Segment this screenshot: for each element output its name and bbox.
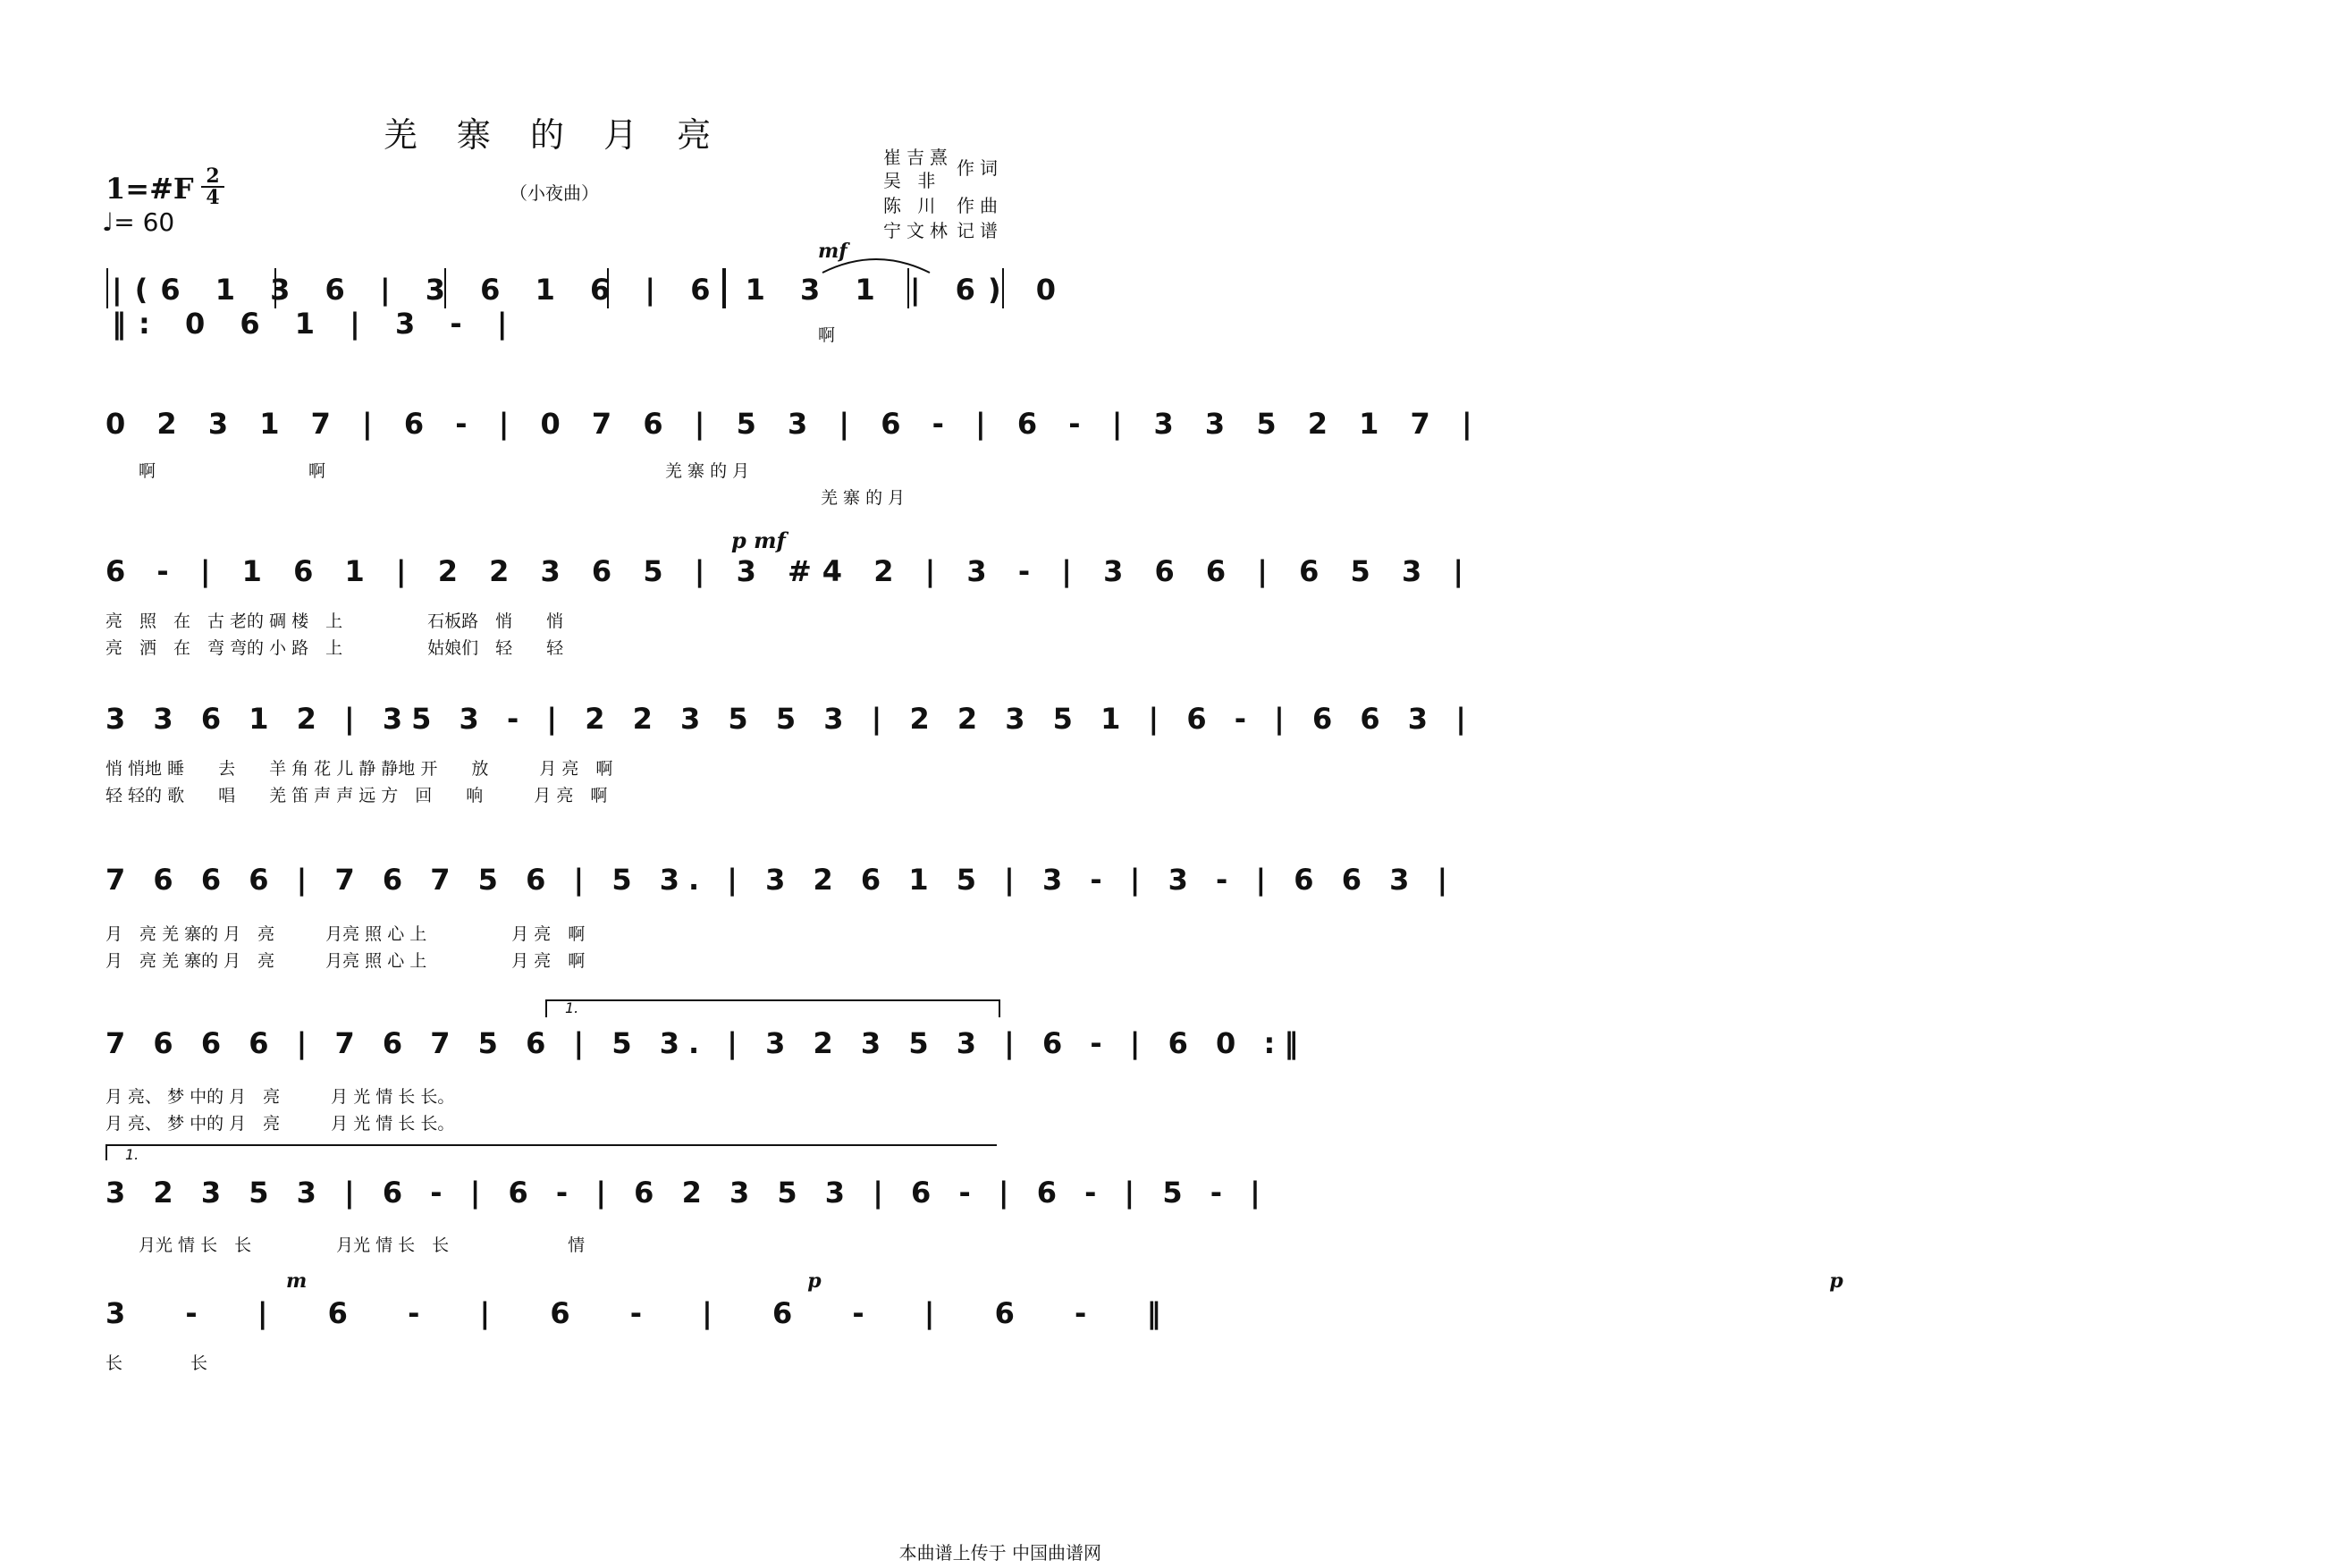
lyrics-line-5b: 月 亮 羌 寨的 月 亮 月亮 照 心 上 月 亮 啊 xyxy=(105,951,586,971)
quarter-note-icon: ♩ xyxy=(102,207,114,237)
credit-lyricist: 崔吉熹 xyxy=(883,147,953,168)
notation-line-7: 3 2 3 5 3 | 6 - | 6 - | 6 2 3 5 3 | 6 - | 6 - | 5 - | xyxy=(105,1176,1269,1210)
song-subtitle: （小夜曲） xyxy=(510,182,599,204)
notation-line-5: 7 6 6 6 | 7 6 7 5 6 | 5 3. | 3 2 6 1 5 | 3 - | 3 - | 6 6 3 | xyxy=(105,863,1457,897)
credit-composer: 陈 川 xyxy=(883,195,941,216)
notation-line-8: 3 - | 6 - | 6 - | 6 - | 6 - ‖ xyxy=(105,1296,1186,1330)
volta-bracket-2: 1. xyxy=(105,1144,997,1160)
lyrics-line-2b: 羌 寨 的 月 xyxy=(821,488,906,508)
lyrics-line-5a: 月 亮 羌 寨的 月 亮 月亮 照 心 上 月 亮 啊 xyxy=(105,924,586,944)
notation-line-3: 6 - | 1 6 1 | 2 2 3 6 5 | 3 #4 2 | 3 - | 3 6 6 | 6 5 3 | xyxy=(105,554,1475,588)
lyrics-line-4b: 轻 轻的 歌 唱 羌 笛 声 声 远 方 回 响 月 亮 啊 xyxy=(105,786,608,805)
credit-lyricist-2: 吴 非 xyxy=(883,170,941,191)
key-signature: 1=#F xyxy=(105,172,194,206)
dynamic-mark-3: mp p xyxy=(286,1269,2344,1293)
dynamic-mark-2: p mf xyxy=(731,527,786,553)
lyrics-line-8: 长 长 xyxy=(105,1353,208,1373)
notation-line-1: |(6 1 3 6 | 3 6 1 6 | 6 1 3 1 | 6) 0 ‖: 0 6 1 | 3 - | xyxy=(112,273,1068,341)
lyrics-line-6b: 月 亮、 梦 中的 月 亮 月 光 情 长 长。 xyxy=(105,1114,455,1134)
credit-transcriber: 宁文林 xyxy=(883,220,953,241)
footer-watermark: 本曲谱上传于 中国曲谱网 xyxy=(898,1542,1101,1564)
lyrics-line-7: 月光 情 长 长 月光 情 长 长 情 xyxy=(139,1235,586,1255)
dynamic-mark: mf xyxy=(818,240,847,263)
volta-bracket-1: 1. xyxy=(545,999,1000,1017)
lyrics-line-2a: 啊 啊 羌 寨 的 月 xyxy=(139,461,750,481)
lyrics-line-3b: 亮 洒 在 弯 弯的 小 路 上 姑娘们 轻 轻 xyxy=(105,638,564,658)
song-title: 羌 寨 的 月 亮 xyxy=(383,115,726,155)
tempo-marking: ♩= 60 xyxy=(102,207,175,237)
notation-line-2: 0 2 3 1 7 | 6 - | 0 7 6 | 5 3 | 6 - | 6 - | 3 3 5 2 1 7 | xyxy=(105,407,1483,441)
lyrics-line-4a: 悄 悄地 睡 去 羊 角 花 儿 静 静地 开 放 月 亮 啊 xyxy=(105,759,613,779)
notation-line-6: 7 6 6 6 | 7 6 7 5 6 | 5 3. | 3 2 3 5 3 | 6 - | 6 0 :‖ xyxy=(105,1026,1308,1060)
notation-line-4: 3 3 6 1 2 | 35 3 - | 2 2 3 5 5 3 | 2 2 3 5 1 | 6 - | 6 6 3 | xyxy=(105,702,1475,736)
lyrics-line-6a: 月 亮、 梦 中的 月 亮 月 光 情 长 长。 xyxy=(105,1087,455,1107)
time-signature: 2 4 xyxy=(201,166,224,207)
credit-lyricist-role: 作词 xyxy=(957,157,1003,179)
lyrics-line-1: 啊 xyxy=(818,325,836,345)
credit-transcriber-role: 记谱 xyxy=(957,220,1003,241)
credit-composer-role: 作曲 xyxy=(957,195,1003,216)
lyrics-line-3a: 亮 照 在 古 老的 碉 楼 上 石板路 悄 悄 xyxy=(105,611,564,631)
